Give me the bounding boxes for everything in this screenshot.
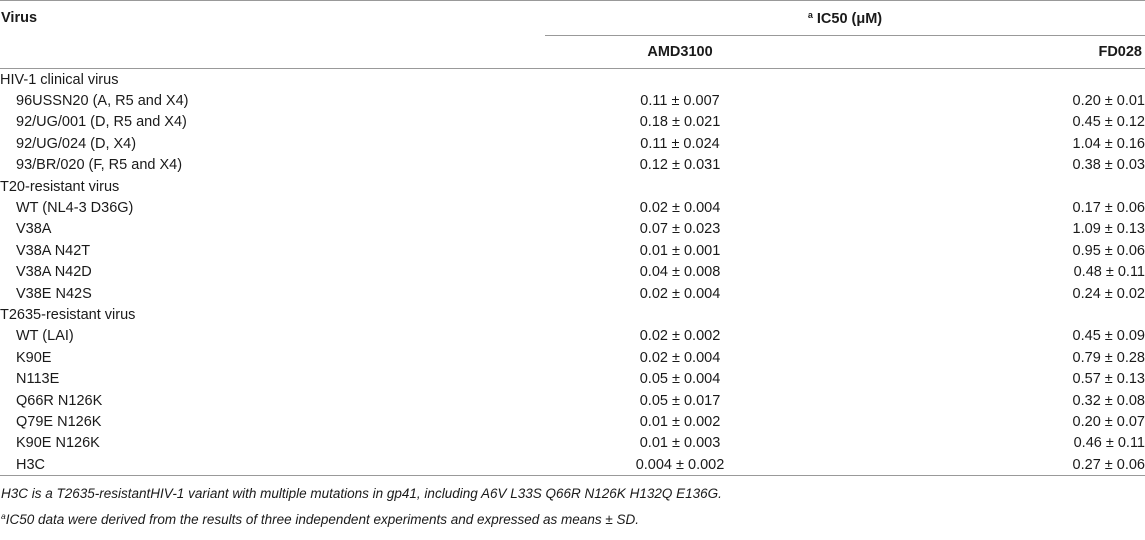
amd3100-value-cell xyxy=(545,69,815,91)
table-row xyxy=(0,454,1145,476)
virus-name-cell: 93/BR/020 (F, R5 and X4) xyxy=(16,157,183,174)
fd028-value-cell: 0.46 ± 0.11 xyxy=(1073,435,1145,452)
virus-name-cell: V38A xyxy=(16,221,52,238)
virus-name-cell: H3C xyxy=(0,454,545,476)
table-row xyxy=(0,433,1145,454)
group-row xyxy=(0,304,1145,325)
group-row xyxy=(0,69,1145,91)
amd3100-value-cell xyxy=(545,176,815,197)
amd3100-value-cell: 0.07 ± 0.023 xyxy=(639,221,721,238)
fd028-value-cell xyxy=(815,176,1145,197)
amd3100-value-cell: 0.05 ± 0.004 xyxy=(639,371,721,388)
table-row xyxy=(0,219,1145,240)
fd028-value-cell: 0.20 ± 0.07 xyxy=(1072,413,1145,430)
table-body xyxy=(0,69,1145,476)
virus-name-cell: 92/UG/024 (D, X4) xyxy=(16,135,137,152)
amd3100-value-cell: 0.02 ± 0.004 xyxy=(639,349,721,366)
virus-name-cell: V38A N42D xyxy=(16,264,92,281)
amd3100-value-cell: 0.01 ± 0.002 xyxy=(639,413,721,430)
virus-name-cell: N113E xyxy=(16,371,60,388)
table-row xyxy=(0,90,1145,111)
table-row xyxy=(0,347,1145,368)
virus-name-cell: 96USSN20 (A, R5 and X4) xyxy=(16,93,189,110)
virus-name-cell: Q66R N126K xyxy=(16,392,103,409)
table-row xyxy=(0,155,1145,176)
virus-column-header: Virus xyxy=(1,10,38,26)
virus-name-cell: V38E N42S xyxy=(16,285,92,302)
amd3100-value-cell: 0.05 ± 0.017 xyxy=(639,392,721,409)
fd028-value-cell: 0.95 ± 0.06 xyxy=(1072,242,1145,259)
group-label: T2635-resistant virus xyxy=(0,306,136,323)
table-row xyxy=(0,368,1145,389)
virus-name-cell: K90E xyxy=(16,349,52,366)
fd028-value-cell: 0.57 ± 0.13 xyxy=(1072,371,1145,388)
fd028-value-cell: 1.09 ± 0.13 xyxy=(1072,221,1145,238)
amd3100-value-cell: 0.02 ± 0.004 xyxy=(639,200,721,217)
fd028-value-cell: 0.79 ± 0.28 xyxy=(1072,349,1145,366)
amd3100-value-cell: 0.11 ± 0.024 xyxy=(640,135,720,152)
amd3100-column-header: AMD3100 xyxy=(647,44,713,60)
virus-name-cell: WT (LAI) xyxy=(16,328,74,345)
fd028-value-cell: 0.17 ± 0.06 xyxy=(1072,200,1145,217)
table-row xyxy=(0,390,1145,411)
fd028-value-cell: 0.45 ± 0.09 xyxy=(1072,328,1145,345)
footnote-marker: a xyxy=(807,9,813,20)
fd028-value-cell: 0.27 ± 0.06 xyxy=(815,454,1145,476)
fd028-column-header: FD028 xyxy=(1098,44,1142,60)
table-row xyxy=(0,197,1145,218)
fd028-value-cell xyxy=(815,69,1145,91)
amd3100-value-cell: 0.11 ± 0.007 xyxy=(640,93,720,110)
footnote-h3c: H3C is a T2635-resistantHIV-1 variant with multiple mutations in gp41, including A6V L33S Q66R N126K H132Q E136G. xyxy=(1,486,722,502)
virus-name-cell: 92/UG/001 (D, R5 and X4) xyxy=(16,114,187,131)
amd3100-value-cell: 0.18 ± 0.021 xyxy=(639,114,721,131)
virus-name-cell: V38A N42T xyxy=(16,242,91,259)
fd028-value-cell: 0.38 ± 0.03 xyxy=(1072,157,1145,174)
group-label: T20-resistant virus xyxy=(0,178,120,195)
amd3100-value-cell: 0.01 ± 0.001 xyxy=(639,242,721,259)
ic50-label: IC50 (μM) xyxy=(816,10,883,27)
ic50-column-group-header xyxy=(545,1,1145,36)
virus-name-cell: Q79E N126K xyxy=(16,413,102,430)
fd028-value-cell: 0.20 ± 0.01 xyxy=(1072,93,1145,110)
table-row xyxy=(0,326,1145,347)
footnote-ic50 xyxy=(1,505,1145,531)
amd3100-value-cell: 0.02 ± 0.004 xyxy=(639,285,721,302)
virus-name-cell: WT (NL4-3 D36G) xyxy=(16,200,134,217)
amd3100-value-cell: 0.02 ± 0.002 xyxy=(639,328,721,345)
table-row xyxy=(0,262,1145,283)
footnote-marker: a xyxy=(1,511,6,522)
virus-name-cell: K90E N126K xyxy=(16,435,100,452)
fd028-value-cell: 1.04 ± 0.16 xyxy=(1072,135,1145,152)
fd028-value-cell: 0.48 ± 0.11 xyxy=(1073,264,1145,281)
table-row xyxy=(0,411,1145,432)
group-row xyxy=(0,176,1145,197)
header-row-1 xyxy=(0,1,1145,36)
table-footnotes xyxy=(0,483,1145,531)
table-row xyxy=(0,283,1145,304)
amd3100-value-cell: 0.01 ± 0.003 xyxy=(639,435,721,452)
table-row xyxy=(0,112,1145,133)
amd3100-value-cell: 0.004 ± 0.002 xyxy=(545,454,815,476)
fd028-value-cell: 0.32 ± 0.08 xyxy=(1072,392,1145,409)
table-row xyxy=(0,133,1145,154)
fd028-value-cell: 0.45 ± 0.12 xyxy=(1072,114,1145,131)
fd028-value-cell xyxy=(815,304,1145,325)
footnote-ic50-text: IC50 data were derived from the results of three independent experiments and expressed as means ± SD. xyxy=(5,512,639,528)
amd3100-value-cell: 0.04 ± 0.008 xyxy=(639,264,721,281)
amd3100-value-cell: 0.12 ± 0.031 xyxy=(639,157,721,174)
amd3100-value-cell xyxy=(545,304,815,325)
table-row xyxy=(0,240,1145,261)
group-label: HIV-1 clinical virus xyxy=(0,71,119,88)
fd028-value-cell: 0.24 ± 0.02 xyxy=(1072,285,1145,302)
